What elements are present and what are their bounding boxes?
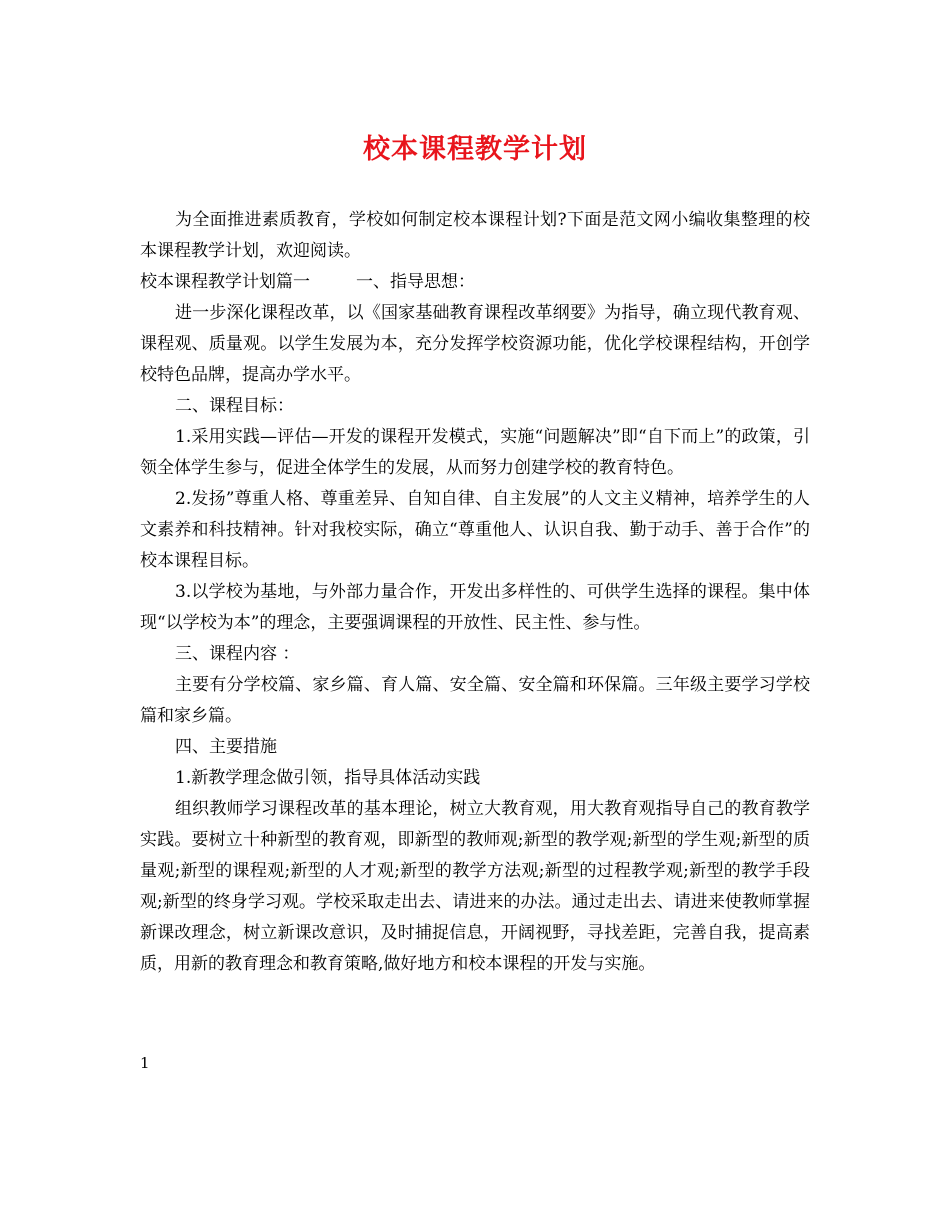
- paragraph-measure-1-heading: 1.新教学理念做引领，指导具体活动实践: [175, 768, 481, 788]
- paragraph-section-heading: [140, 267, 810, 298]
- section-heading-guiding-thought: 一、指导思想：: [356, 272, 475, 292]
- section-heading-course-goals: 二、课程目标：: [175, 396, 294, 416]
- article-label: 校本课程教学计划篇一: [140, 272, 310, 292]
- paragraph-intro: 为全面推进素质教育，学校如何制定校本课程计划?下面是范文网小编收集整理的校本课程教学计划，欢迎阅读。: [140, 210, 810, 261]
- paragraph-goal-1: 1.采用实践—评估—开发的课程开发模式，实施“问题解决”即“自下而上”的政策，引领全体学生参与，促进全体学生的发展，从而努力创建学校的教育特色。: [140, 427, 810, 478]
- paragraph-measure-1-body: 组织教师学习课程改革的基本理论，树立大教育观，用大教育观指导自己的教育教学实践。要树立十种新型的教育观，即新型的教师观;新型的教学观;新型的学生观;新型的质量观;新型的课程观;新型的人才观;新型的教学方法观;新型的过程教学观;新型的教学手段观;新型的终身学习观。学校采取走出去、请进来的办法。通过走出去、请进来使教师掌握新课改理念，树立新课改意识，及时捕捉信息，开阔视野，寻找差距，完善自我，提高素质，用新的教育理念和教育策略,做好地方和校本课程的开发与实施。: [140, 799, 810, 974]
- page-number: 1: [140, 1054, 150, 1072]
- paragraph-goal-2: 2.发扬”尊重人格、尊重差异、自知自律、自主发展”的人文主义精神，培养学生的人文素养和科技精神。针对我校实际，确立“尊重他人、认识自我、勤于动手、善于合作”的校本课程目标。: [140, 489, 810, 571]
- document-body: [140, 205, 810, 980]
- paragraph-course-content: 主要有分学校篇、家乡篇、育人篇、安全篇、安全篇和环保篇。三年级主要学习学校篇和家乡篇。: [140, 675, 810, 726]
- section-heading-course-content: 三、课程内容 ：: [175, 644, 300, 664]
- paragraph-goal-3: 3.以学校为基地，与外部力量合作，开发出多样性的、可供学生选择的课程。集中体现“以学校为本”的理念，主要强调课程的开放性、民主性、参与性。: [140, 582, 810, 633]
- section-heading-main-measures: 四、主要措施: [175, 737, 277, 757]
- paragraph-guiding-thought: 进一步深化课程改革，以《国家基础教育课程改革纲要》为指导，确立现代教育观、课程观、质量观。以学生发展为本，充分发挥学校资源功能，优化学校课程结构，开创学校特色品牌，提高办学水平。: [140, 303, 810, 385]
- document-title: 校本课程教学计划: [363, 134, 587, 165]
